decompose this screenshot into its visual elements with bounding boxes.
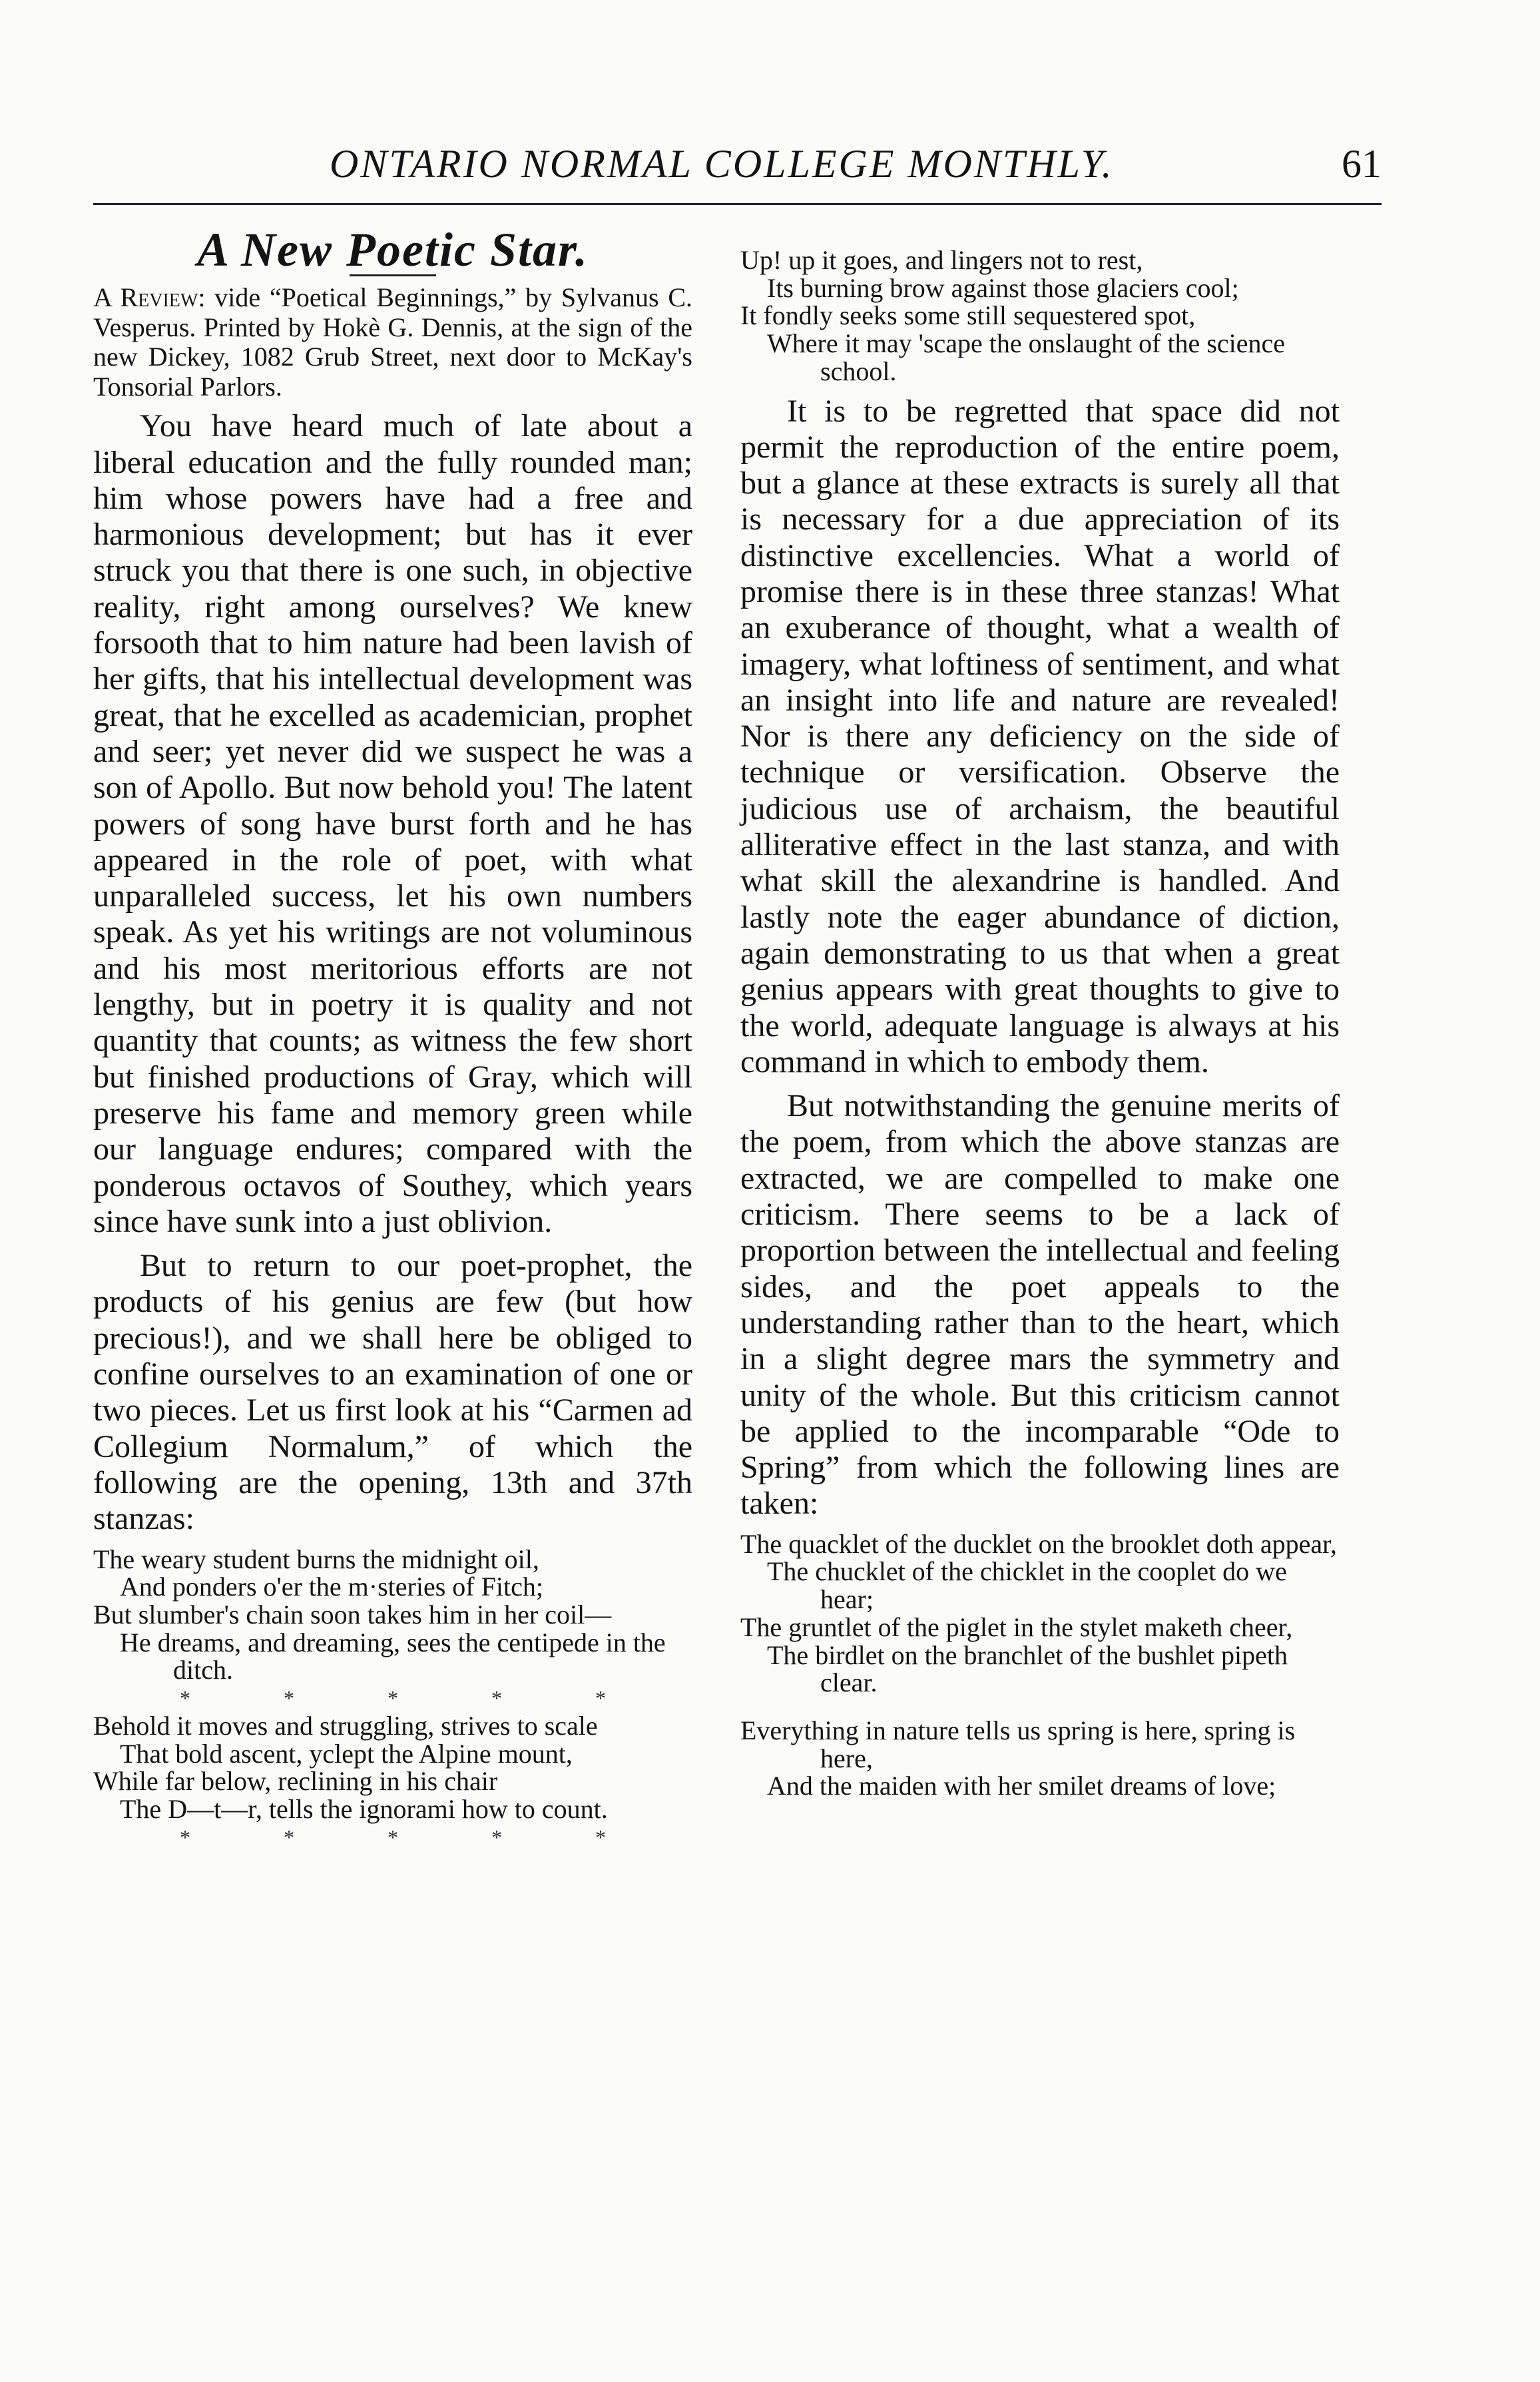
star: * xyxy=(180,1686,190,1711)
star: * xyxy=(180,1825,190,1849)
star: * xyxy=(491,1686,502,1711)
stanza-break-stars xyxy=(93,1823,692,1851)
stanza-gap xyxy=(740,1697,1340,1717)
header-rule xyxy=(93,203,1382,205)
left-column xyxy=(93,220,692,1859)
carmen-verse xyxy=(93,1546,692,1851)
verse-line: While far below, reclining in his chair xyxy=(93,1766,498,1797)
verse-line: And the maiden with her smilet dreams of love; xyxy=(767,1771,1276,1801)
star: * xyxy=(387,1686,398,1711)
verse-line: The chucklet of the chicklet in the cooplet do we hear; xyxy=(767,1556,1287,1615)
verse-line: Everything in nature tells us spring is here, spring is here, xyxy=(740,1715,1296,1773)
review-note xyxy=(93,283,692,402)
article-title: A New Poetic Star. xyxy=(196,223,589,276)
star: * xyxy=(595,1686,606,1711)
carmen-verse-continued xyxy=(740,246,1340,386)
review-lead: A Review: xyxy=(93,282,206,313)
running-head xyxy=(93,141,1382,194)
star: * xyxy=(491,1825,502,1849)
verse-line: Where it may 'scape the onslaught of the science school. xyxy=(767,328,1286,386)
verse-line: The birdlet on the branchlet of the bushlet pipeth clear. xyxy=(767,1639,1288,1698)
verse-line: The quacklet of the ducklet on the brooklet doth appear, xyxy=(740,1528,1337,1559)
verse-line: Up! up it goes, and lingers not to rest, xyxy=(740,245,1143,275)
star: * xyxy=(284,1825,294,1849)
star: * xyxy=(595,1825,606,1849)
left-paragraph-2: But to return to our poet-prophet, the products of his genius are few (but how precious!), and we shall here be obliged to confine ourselves to an examination of one or two pieces. Let us first look at his “Carmen ad Collegium Normalum,” of which the following are the opening, 13th and 37th stanzas: xyxy=(93,1248,692,1537)
verse-line: Behold it moves and struggling, strives to scale xyxy=(93,1711,598,1741)
right-paragraph-1: It is to be regretted that space did not permit the reproduction of the entire poem, but a glance at these extracts is surely all that is necessary for a due appreciation of its distinctive excellencies. What a world of promise there is in these three stanzas! What an exuberance of thought, what a wealth of imagery, what loftiness of sentiment, and what an insight into life and nature are revealed! Nor is there any deficiency on the side of technique or versification. Observe the judicious use of archaism, the beautiful alliterative effect in the last stanza, and with what skill the alexandrine is handled. And lastly note the eager abundance of diction, again demonstrating to us that when a great genius appears with great thoughts to give to the world, adequate language is always at his command in which to embody them. xyxy=(740,393,1340,1079)
ode-to-spring-verse xyxy=(740,1530,1340,1800)
verse-line: The D—t—r, tells the ignorami how to count. xyxy=(120,1794,608,1825)
review-note-text: vide “Poetical Beginnings,” by Sylvanus C. Vesperus. Printed by Hokè G. Dennis, at the sign of the new Dickey, 1082 Grub Street, next door to McKay's Tonsorial Parlors. xyxy=(93,282,693,402)
verse-line: And ponders o'er the m·steries of Fitch; xyxy=(120,1572,543,1602)
left-paragraph-1: You have heard much of late about a liberal education and the fully rounded man; him whose powers have had a free and harmonious development; but has it ever struck you that there is one such, in objective reality, right among ourselves? We knew forsooth that to him nature had been lavish of her gifts, that his intellectual development was great, that he excelled as academician, prophet and seer; yet never did we suspect he was a son of Apollo. But now behold you! The latent powers of song have burst forth and he has appeared in the role of poet, with what unparalleled success, let his own numbers speak. As yet his writings are not voluminous and his most meritorious efforts are not lengthy, but in poetry it is quality and not quantity that counts; as witness the few short but finished productions of Gray, which will preserve his fame and memory green while our language endures; compared with the ponderous octavos of Southey, which years since have sunk into a just oblivion. xyxy=(93,408,692,1239)
verse-line: It fondly seeks some still sequestered spot, xyxy=(740,300,1196,331)
right-paragraph-2: But notwithstanding the genuine merits of the poem, from which the above stanzas are extracted, we are compelled to make one criticism. There seems to be a lack of proportion between the intellectual and feeling sides, and the poet appeals to the understanding rather than to the heart, which in a slight degree mars the symmetry and unity of the whole. But this criticism cannot be applied to the incomparable “Ode to Spring” from which the following lines are taken: xyxy=(740,1088,1340,1522)
verse-line: The gruntlet of the piglet in the stylet maketh cheer, xyxy=(740,1612,1293,1642)
star: * xyxy=(387,1825,398,1849)
verse-line: Its burning brow against those glaciers cool; xyxy=(767,272,1239,303)
page-number: 61 xyxy=(1342,142,1382,186)
verse-line: That bold ascent, yclept the Alpine mount, xyxy=(120,1738,573,1769)
running-title: ONTARIO NORMAL COLLEGE MONTHLY. xyxy=(330,142,1114,186)
verse-line: The weary student burns the midnight oil, xyxy=(93,1544,539,1574)
stanza-break-stars xyxy=(93,1684,692,1712)
star: * xyxy=(284,1686,294,1711)
verse-line: But slumber's chain soon takes him in her coil— xyxy=(93,1599,612,1630)
right-column xyxy=(740,220,1340,1808)
verse-line: He dreams, and dreaming, sees the centipede in the ditch. xyxy=(120,1627,666,1685)
